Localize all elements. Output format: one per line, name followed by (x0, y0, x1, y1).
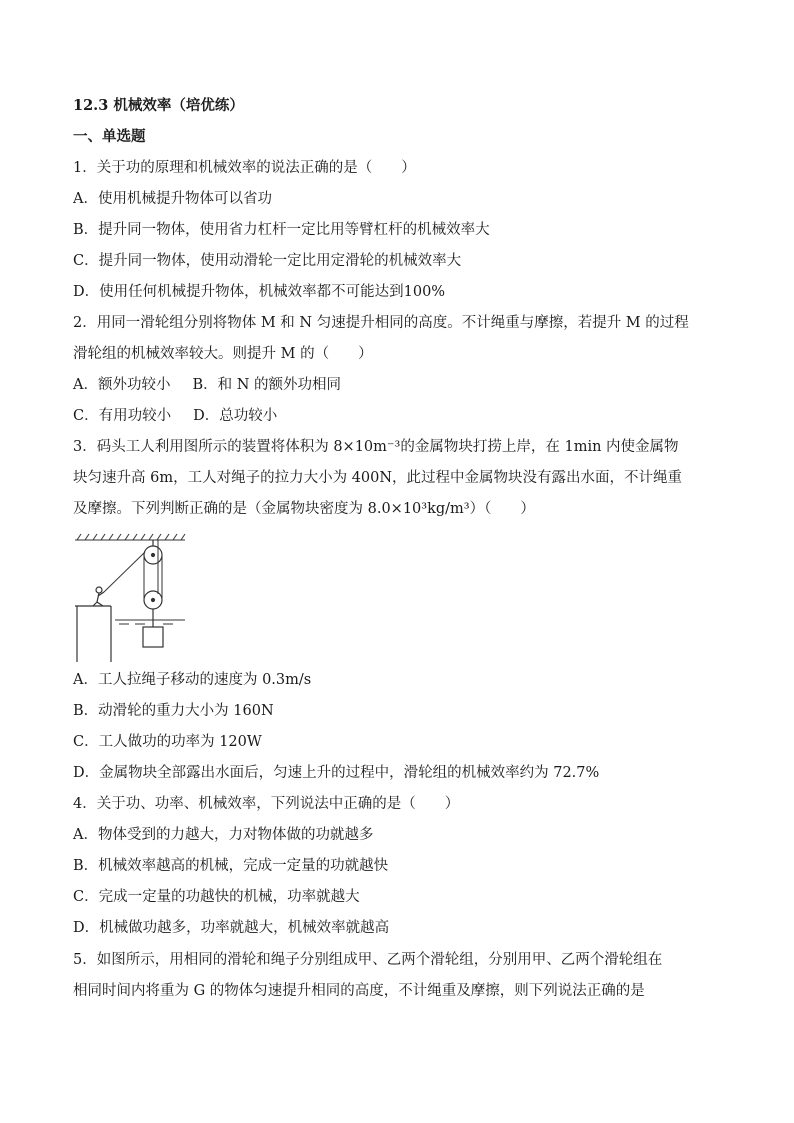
worker-figure (93, 587, 104, 606)
question-1-option-a: A．使用机械提升物体可以省功 (73, 191, 272, 207)
question-3-option-d: D．金属物块全部露出水面后，匀速上升的过程中，滑轮组的机械效率约为 72.7% (73, 765, 600, 781)
question-2-stem-line-2: 滑轮组的机械效率较大。则提升 M 的（ ） (73, 346, 373, 362)
water-surface (115, 620, 185, 624)
question-3-stem-line-3: 及摩擦。下列判断正确的是（金属物块密度为 8.0×10³kg/m³）（ ） (73, 501, 535, 517)
question-3-option-b: B．动滑轮的重力大小为 160N (73, 703, 274, 719)
question-3-stem-line-2: 块匀速升高 6m，工人对绳子的拉力大小为 400N，此过程中金属物块没有露出水面，不计绳重 (73, 470, 683, 486)
question-2-options-row-2 (73, 406, 277, 426)
question-2-option-d: D．总功较小 (193, 408, 278, 424)
question-3-stem-line-1: 3．码头工人利用图所示的装置将体积为 8×10m⁻³的金属物块打捞上岸，在 1min 内使金属物 (73, 439, 679, 455)
question-1-option-c: C．提升同一物体，使用动滑轮一定比用定滑轮的机械效率大 (73, 253, 462, 269)
question-2-option-b: B．和 N 的额外功相同 (192, 377, 342, 393)
question-2-options-row-1 (73, 375, 341, 395)
question-3-option-c: C．工人做功的功率为 120W (73, 734, 262, 750)
dock (75, 606, 111, 662)
question-1-option-d: D．使用任何机械提升物体，机械效率都不可能达到100% (73, 284, 446, 300)
question-5-stem-line-2: 相同时间内将重为 G 的物体匀速提升相同的高度，不计绳重及摩擦，则下列说法正确的是 (73, 983, 645, 999)
section-heading: 一、单选题 (73, 128, 146, 145)
question-2-stem-line-1: 2．用同一滑轮组分别将物体 M 和 N 匀速提升相同的高度。不计绳重与摩擦，若提升 M 的过程 (73, 315, 689, 331)
document-title: 12.3 机械效率（培优练） (73, 97, 244, 114)
question-5-stem-line-1: 5．如图所示，用相同的滑轮和绳子分别组成甲、乙两个滑轮组，分别用甲、乙两个滑轮组在 (73, 952, 663, 968)
question-4-option-d: D．机械做功越多，功率就越大，机械效率就越高 (73, 920, 390, 936)
question-4-option-b: B．机械效率越高的机械，完成一定量的功就越快 (73, 858, 389, 874)
question-3-option-a: A．工人拉绳子移动的速度为 0.3m/s (73, 672, 312, 688)
metal-block (143, 627, 163, 647)
fixed-pulley (144, 540, 162, 564)
question-4-option-c: C．完成一定量的功越快的机械，功率就越大 (73, 889, 360, 905)
question-1-option-b: B．提升同一物体，使用省力杠杆一定比用等臂杠杆的机械效率大 (73, 222, 490, 238)
question-4-option-a: A．物体受到的力越大，力对物体做的功就越多 (73, 827, 374, 843)
question-1-stem: 1．关于功的原理和机械效率的说法正确的是（ ） (73, 160, 416, 176)
question-2-option-c: C．有用功较小 (73, 408, 172, 424)
pulley-system-figure (73, 532, 188, 664)
question-2-option-a: A．额外功较小 (73, 377, 171, 393)
ceiling (75, 534, 185, 540)
question-4-stem: 4．关于功、功率、机械效率，下列说法中正确的是（ ） (73, 796, 460, 812)
movable-pulley (144, 591, 162, 627)
